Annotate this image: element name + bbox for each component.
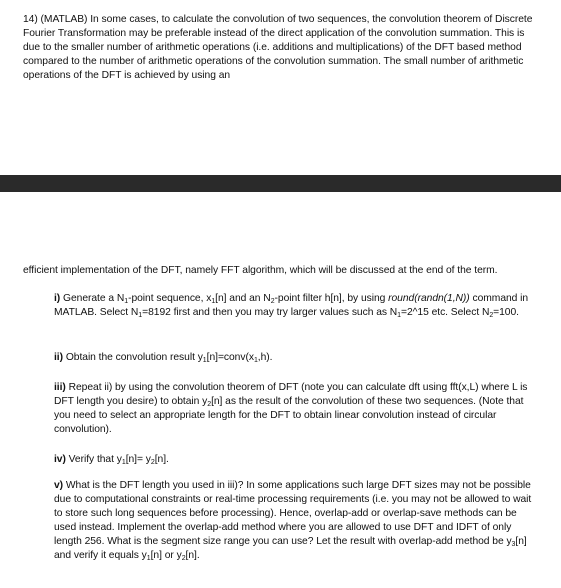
matlab-command: round(randn(1,N)) <box>388 293 470 304</box>
item-iv <box>54 453 534 467</box>
subscript: 3 <box>511 541 516 548</box>
item-ii-text: Obtain the convolution result y <box>63 352 203 363</box>
item-ii-text: [n]=conv(x <box>206 352 254 363</box>
item-i-text: -point sequence, x <box>128 293 212 304</box>
problem-paragraph-page2: efficient implementation of the DFT, namely FFT algorithm, which will be discussed at the end of the term. <box>23 265 498 276</box>
item-iii <box>54 381 534 437</box>
item-i-text: Generate a N <box>60 293 125 304</box>
item-iii-text: Repeat ii) by using the convolution theorem of DFT (note you can calculate dft using fft(x,L) where L is DFT length you desire) to obtain y <box>54 382 528 407</box>
subscript: 1 <box>211 298 216 305</box>
item-iv-text: [n]. <box>154 454 169 465</box>
item-ii <box>54 351 534 365</box>
page-divider <box>0 175 561 192</box>
subscript: 1 <box>253 357 258 364</box>
item-v-text: [n] and verify it equals y <box>54 536 527 561</box>
subscript: 2 <box>207 401 212 408</box>
item-v-text: [n]. <box>185 550 200 561</box>
item-iii-label: iii) <box>54 382 66 393</box>
item-i-text: -point filter h[n], by using <box>274 293 389 304</box>
subscript: 1 <box>202 357 207 364</box>
item-i-text: command in MATLAB. Select N <box>54 293 529 318</box>
item-v-label: v) <box>54 480 64 491</box>
subscript: 1 <box>121 459 126 466</box>
item-ii-text: ,h). <box>257 352 273 363</box>
item-iv-label: iv) <box>54 454 66 465</box>
item-i-text: =8192 first and then you may try larger values such as N <box>142 307 398 318</box>
item-iv-text: [n]= y <box>125 454 151 465</box>
problem-paragraph-page1: 14) (MATLAB) In some cases, to calculate the convolution of two sequences, the convolution theorem of Discrete Fourier Transformation may be preferable instead of the direct application of the convolution summation. This is due to the smaller number of arithmetic operations (i.e. additions and multiplications) of the DFT based method compared to the number of arithmetic operations of the convolution summation. The small number of arithmetic operations of the DFT is achieved by using an <box>23 14 533 81</box>
subscript: 1 <box>146 555 151 562</box>
item-iii-text: [n] as the result of the convolution of these two sequences. (Note that you need to select an appropriate length for the DFT to obtain linear convolution instead of circular convolution). <box>54 396 524 435</box>
item-i-label: i) <box>54 293 61 304</box>
subscript: 2 <box>489 312 494 319</box>
item-ii-label: ii) <box>54 352 64 363</box>
item-iv-text: Verify that y <box>65 454 122 465</box>
item-v <box>54 479 534 563</box>
subscript: 2 <box>181 555 186 562</box>
subscript: 2 <box>150 459 155 466</box>
item-v-text: What is the DFT length you used in iii)? In some applications such large DFT sizes may not be possible due to computational constraints or real-time processing requirements (i.e. you may not be allowed to wait to store such long sequences before processing). Hence, overlap-add or overlap-save methods can be used instead. Implement the overlap-add method where you are allowed to use DFT and IDFT of only length 256. What is the segment size range you can use? Let the result with overlap-add method be y <box>54 480 532 547</box>
item-i-text: =100. <box>493 307 519 318</box>
subscript: 1 <box>124 298 129 305</box>
item-i <box>54 292 534 320</box>
item-i-text: [n] and an N <box>215 293 271 304</box>
subscript: 1 <box>138 312 143 319</box>
item-v-text: [n] or y <box>150 550 182 561</box>
subscript: 1 <box>397 312 402 319</box>
item-i-text: =2^15 etc. Select N <box>401 307 490 318</box>
subscript: 2 <box>270 298 275 305</box>
